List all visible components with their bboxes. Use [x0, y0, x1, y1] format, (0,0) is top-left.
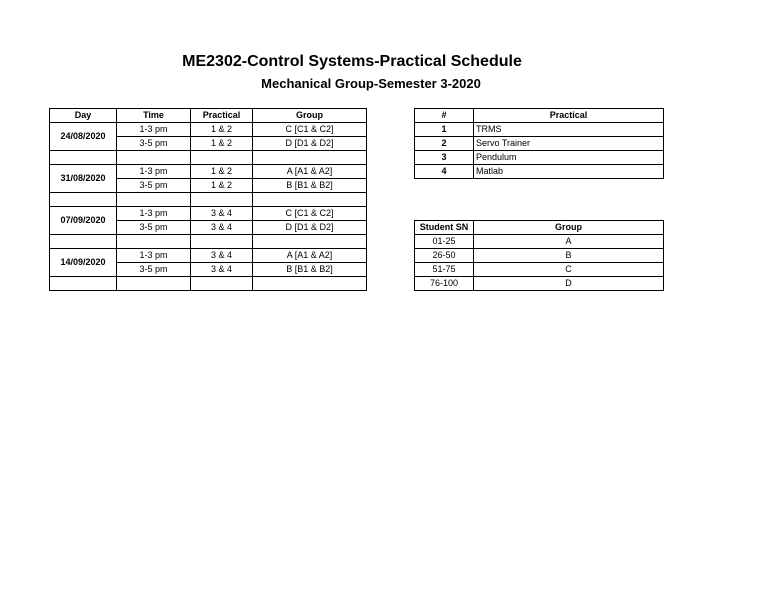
practical-cell: 1 & 2 [191, 123, 253, 137]
day-cell: 24/08/2020 [50, 123, 117, 151]
header-group: Group [253, 109, 367, 123]
table-row [50, 123, 367, 137]
page-title: ME2302-Control Systems-Practical Schedule [182, 53, 522, 70]
table-row [415, 151, 664, 165]
table-row [415, 277, 664, 291]
practical-cell: 3 & 4 [191, 263, 253, 277]
group-cell: C [C1 & C2] [253, 123, 367, 137]
spacer-row [50, 151, 367, 165]
practical-name: Servo Trainer [474, 137, 664, 151]
schedule-table [49, 108, 367, 291]
time-cell: 3-5 pm [117, 263, 191, 277]
header-day: Day [50, 109, 117, 123]
group-cell: D [D1 & D2] [253, 137, 367, 151]
student-range: 26-50 [415, 249, 474, 263]
group-letter: A [474, 235, 664, 249]
table-row [415, 249, 664, 263]
practical-cell: 1 & 2 [191, 137, 253, 151]
table-row [50, 249, 367, 263]
spacer-row [50, 277, 367, 291]
practical-cell: 3 & 4 [191, 207, 253, 221]
practical-name: Matlab [474, 165, 664, 179]
day-cell: 07/09/2020 [50, 207, 117, 235]
practical-cell: 1 & 2 [191, 165, 253, 179]
day-cell: 31/08/2020 [50, 165, 117, 193]
table-row [415, 235, 664, 249]
practical-number: 4 [415, 165, 474, 179]
practical-number: 3 [415, 151, 474, 165]
group-cell: A [A1 & A2] [253, 249, 367, 263]
group-letter: D [474, 277, 664, 291]
time-cell: 3-5 pm [117, 179, 191, 193]
group-letter: C [474, 263, 664, 277]
page-subtitle: Mechanical Group-Semester 3-2020 [261, 76, 481, 91]
header-number: # [415, 109, 474, 123]
practical-name: TRMS [474, 123, 664, 137]
group-letter: B [474, 249, 664, 263]
group-cell: D [D1 & D2] [253, 221, 367, 235]
spacer-row [50, 235, 367, 249]
table-row [415, 137, 664, 151]
student-range: 76-100 [415, 277, 474, 291]
time-cell: 3-5 pm [117, 137, 191, 151]
time-cell: 1-3 pm [117, 123, 191, 137]
table-header-row [50, 109, 367, 123]
practical-cell: 1 & 2 [191, 179, 253, 193]
student-range: 01-25 [415, 235, 474, 249]
groups-table [414, 220, 664, 291]
group-cell: C [C1 & C2] [253, 207, 367, 221]
table-row [415, 165, 664, 179]
table-header-row [415, 221, 664, 235]
practical-number: 2 [415, 137, 474, 151]
table-row [50, 207, 367, 221]
table-header-row [415, 109, 664, 123]
table-row [415, 263, 664, 277]
header-student-sn: Student SN [415, 221, 474, 235]
table-row [415, 123, 664, 137]
group-cell: A [A1 & A2] [253, 165, 367, 179]
header-practical: Practical [474, 109, 664, 123]
day-cell: 14/09/2020 [50, 249, 117, 277]
practical-cell: 3 & 4 [191, 221, 253, 235]
header-practical: Practical [191, 109, 253, 123]
practical-number: 1 [415, 123, 474, 137]
practical-name: Pendulum [474, 151, 664, 165]
time-cell: 1-3 pm [117, 249, 191, 263]
group-cell: B [B1 & B2] [253, 179, 367, 193]
group-cell: B [B1 & B2] [253, 263, 367, 277]
spacer-row [50, 193, 367, 207]
practicals-table [414, 108, 664, 179]
time-cell: 1-3 pm [117, 207, 191, 221]
table-row [50, 165, 367, 179]
time-cell: 1-3 pm [117, 165, 191, 179]
time-cell: 3-5 pm [117, 221, 191, 235]
header-group: Group [474, 221, 664, 235]
practical-cell: 3 & 4 [191, 249, 253, 263]
header-time: Time [117, 109, 191, 123]
student-range: 51-75 [415, 263, 474, 277]
